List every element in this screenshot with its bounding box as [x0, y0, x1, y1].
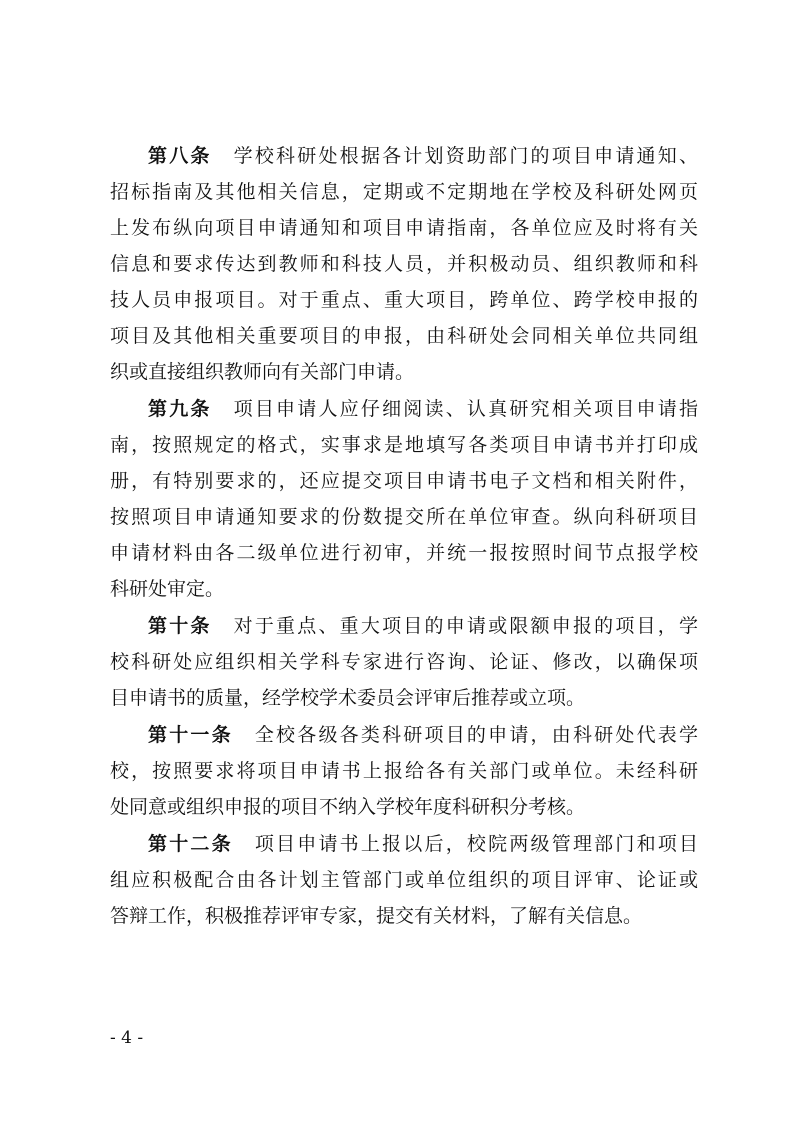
article-10 [110, 608, 698, 716]
article-line: 第八条 学校科研处根据各计划资助部门的项目申请通知、 [148, 145, 698, 167]
article-line: 处同意或组织申报的项目不纳入学校年度科研积分考核。 [110, 796, 586, 818]
page-number: - 4 - [110, 1028, 144, 1048]
article-label: 第十条 [148, 615, 212, 637]
article-line: 招标指南及其他相关信息，定期或不定期地在学校及科研处网页 [110, 181, 698, 203]
article-line: 项目及其他相关重要项目的申报，由科研处会同相关单位共同组 [110, 325, 698, 347]
article-line: 第十一条 全校各级各类科研项目的申请，由科研处代表学 [148, 724, 698, 746]
article-line: 信息和要求传达到教师和科技人员，并积极动员、组织教师和科 [110, 253, 698, 275]
article-line: 组应积极配合由各计划主管部门或单位组织的项目评审、论证或 [110, 869, 698, 891]
article-line: 目申请书的质量，经学校学术委员会评审后推荐或立项。 [110, 687, 586, 709]
article-8 [110, 138, 698, 390]
article-line: 第九条 项目申请人应仔细阅读、认真研究相关项目申请指 [148, 398, 698, 420]
article-label: 第十二条 [148, 833, 233, 855]
article-line: 校，按照要求将项目申请书上报给各有关部门或单位。未经科研 [110, 760, 698, 782]
article-12 [110, 826, 698, 934]
article-line: 织或直接组织教师向有关部门申请。 [110, 361, 415, 383]
article-line: 按照项目申请通知要求的份数提交所在单位审查。纵向科研项目 [110, 506, 698, 528]
article-label: 第八条 [148, 145, 212, 167]
article-11 [110, 717, 698, 825]
article-label: 第十一条 [148, 724, 233, 746]
article-line: 册，有特别要求的，还应提交项目申请书电子文档和相关附件， [110, 470, 698, 492]
article-line: 申请材料由各二级单位进行初审，并统一报按照时间节点报学校 [110, 542, 698, 564]
article-line: 科研处审定。 [110, 578, 225, 600]
article-line: 南，按照规定的格式，实事求是地填写各类项目申请书并打印成 [110, 434, 698, 456]
article-line: 校科研处应组织相关学科专家进行咨询、论证、修改，以确保项 [110, 651, 698, 673]
article-9 [110, 391, 698, 607]
article-line: 上发布纵向项目申请通知和项目申请指南，各单位应及时将有关 [110, 217, 698, 239]
article-line: 技人员申报项目。对于重点、重大项目，跨单位、跨学校申报的 [110, 289, 698, 311]
document-body [110, 138, 698, 935]
article-line: 答辩工作，积极推荐评审专家，提交有关材料，了解有关信息。 [110, 905, 643, 927]
article-line: 第十二条 项目申请书上报以后，校院两级管理部门和项目 [148, 833, 698, 855]
article-label: 第九条 [148, 398, 212, 420]
article-line: 第十条 对于重点、重大项目的申请或限额申报的项目，学 [148, 615, 698, 637]
